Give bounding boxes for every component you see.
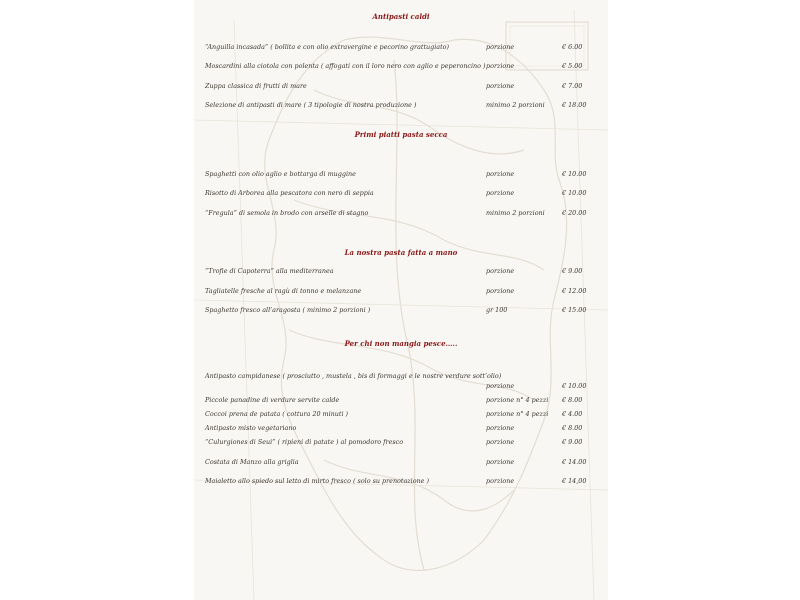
menu-item-unit: porzione: [486, 458, 515, 466]
menu-item-unit: porzione n° 4 pezzi: [486, 396, 549, 404]
menu-item-price: € 15.00: [562, 306, 587, 314]
section-title-antipasti-caldi: Antipasti caldi: [372, 12, 430, 21]
menu-item-price: € 8.00: [562, 424, 583, 432]
menu-item-name: Antipasto misto vegetariano: [205, 424, 297, 432]
menu-item-name: “Fregula” di semola in brodo con arselle di stagno: [205, 209, 369, 217]
menu-item-name: Costata di Manzo alla griglia: [205, 458, 299, 466]
menu-item-price: € 10.00: [562, 170, 587, 178]
section-title-per-chi-non-mangia-pesce: Per chi non mangia pesce…..: [344, 339, 458, 348]
menu-item-name: Risotto di Arborea alla pescatora con nero di seppia: [205, 189, 374, 197]
menu-item-unit: porzione: [486, 424, 515, 432]
menu-item-name: “Culurgiones di Seui” ( ripieni di patate ) al pomodoro fresco: [205, 438, 404, 446]
menu-item-unit: porzione: [486, 477, 515, 485]
menu-item-price: € 10.00: [562, 189, 587, 197]
menu-item-name: Spaghetto fresco all’aragosta ( minimo 2 porzioni ): [205, 306, 371, 314]
menu-item-unit: minimo 2 porzioni: [486, 209, 545, 217]
menu-item-name: Moscardini alla ciotola con polenta ( affogati con il loro nero con aglio e peperoncino ): [205, 62, 486, 70]
menu-item-unit: porzione: [486, 82, 515, 90]
menu-item-name: Zuppa classica di frutti di mare: [205, 82, 307, 90]
menu-item-price: € 6.00: [562, 43, 583, 51]
menu-item-unit: porzione: [486, 170, 515, 178]
menu-page: [194, 0, 608, 600]
menu-item-price: € 8.00: [562, 396, 583, 404]
menu-item-name: Piccole panadine di verdure servite calde: [205, 396, 340, 404]
menu-item-unit: porzione n° 4 pezzi: [486, 410, 549, 418]
menu-item-price: € 9.00: [562, 438, 583, 446]
menu-item-unit: porzione: [486, 189, 515, 197]
menu-item-unit: gr 100: [486, 306, 508, 314]
menu-item-unit: porzione: [486, 43, 515, 51]
menu-item-unit: minimo 2 porzioni: [486, 101, 545, 109]
menu-item-name: Maialetto allo spiedo sul letto di mirto fresco ( solo su prenotazione ): [205, 477, 429, 485]
menu-content: [194, 0, 608, 600]
menu-item-price: € 9.00: [562, 267, 583, 275]
section-title-primi-piatti: Primi piatti pasta secca: [354, 130, 448, 139]
menu-item-name: “Trofie di Capoterra” alla mediterranea: [205, 267, 334, 275]
menu-item-price: € 12.00: [562, 287, 587, 295]
menu-item-name: Antipasto campidanese ( prosciutto , mustela , bis di formaggi e le nostre verdure sott’olio): [205, 372, 502, 380]
menu-item-name: Selezione di antipasti di mare ( 3 tipologie di nostra produzione ): [205, 101, 417, 109]
menu-item-unit: porzione: [486, 438, 515, 446]
menu-item-name: “Anguilla incasada” ( bollita e con olio extravergine e pecorino grattugiato): [205, 43, 449, 51]
menu-item-price: € 5.00: [562, 62, 583, 70]
menu-item-unit: porzione: [486, 287, 515, 295]
menu-item-name: Tagliatelle fresche al ragù di tonno e melanzane: [205, 287, 362, 295]
menu-item-price: € 14,00: [562, 477, 587, 485]
menu-item-unit: porzione: [486, 62, 515, 70]
menu-item-name: Coccoi prena de patata ( cottura 20 minuti ): [205, 410, 349, 418]
menu-item-price: € 4.00: [562, 410, 583, 418]
menu-item-unit: porzione: [486, 267, 515, 275]
section-title-pasta-fatta-a-mano: La nostra pasta fatta a mano: [344, 248, 458, 257]
menu-item-price: € 7.00: [562, 82, 583, 90]
menu-item-price: € 18.00: [562, 101, 587, 109]
menu-item-price: € 14.00: [562, 458, 587, 466]
menu-item-price: € 20.00: [562, 209, 587, 217]
menu-item-price: € 10.00: [562, 382, 587, 390]
menu-item-name: Spaghetti con olio aglio e bottarga di muggine: [205, 170, 356, 178]
menu-item-unit: porzione: [486, 382, 515, 390]
